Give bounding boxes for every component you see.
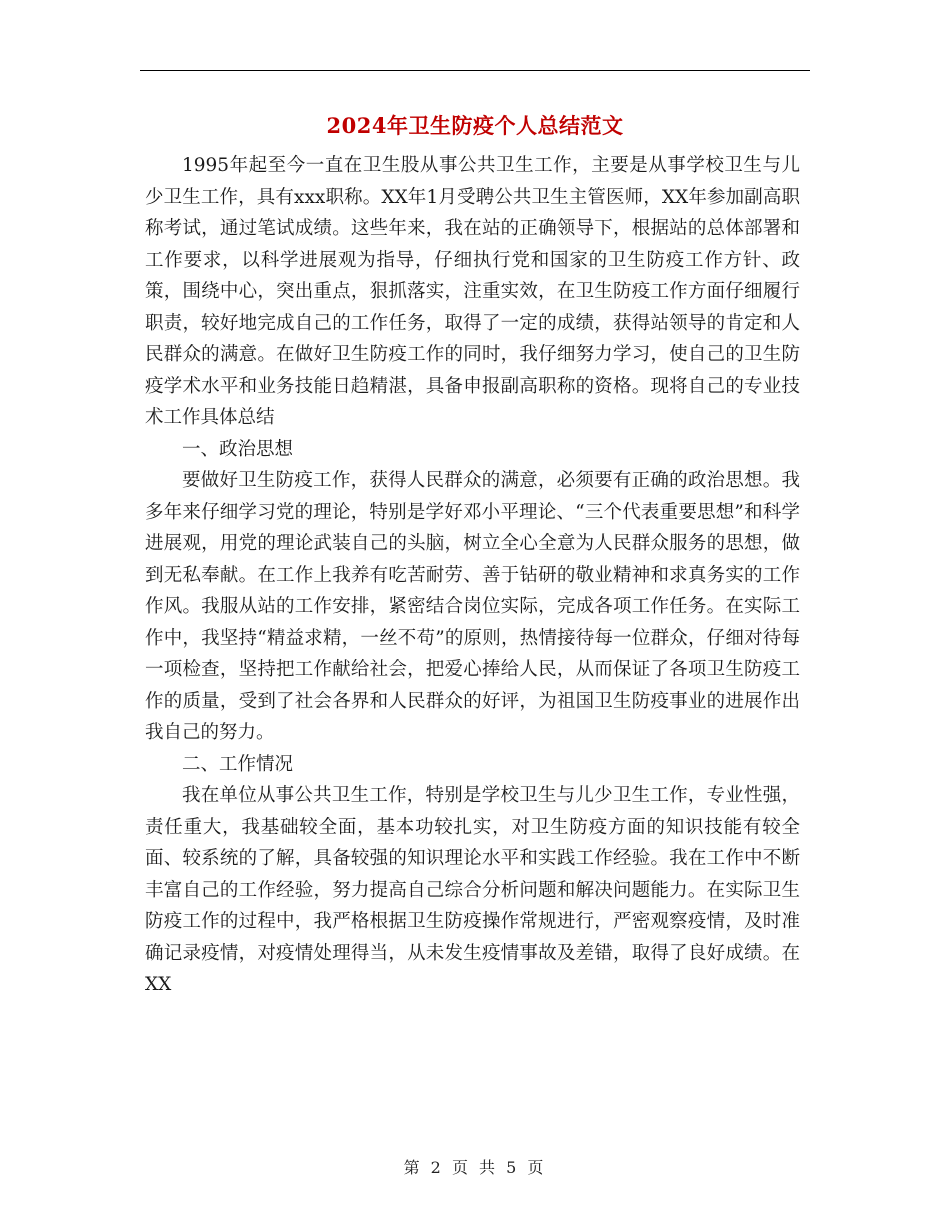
paragraph-work: 我在单位从事公共卫生工作，特别是学校卫生与儿少卫生工作，专业性强，责任重大，我基础较全面，基本功较扎实，对卫生防疫方面的知识技能有较全面、较系统的了解，具备较强的知识理论水平和实践工作经验。我在工作中不断丰富自己的工作经验，努力提高自己综合分析问题和解决问题能力。在实际卫生防疫工作的过程中，我严格根据卫生防疫操作常规进行，严密观察疫情，及时准确记录疫情，对疫情处理得当，从未发生疫情事故及差错，取得了良好成绩。在XX [145,785,800,995]
page-number: 第 2 页 共 5 页 [403,1158,547,1177]
paragraph-political: 要做好卫生防疫工作，获得人民群众的满意，必须要有正确的政治思想。我多年来仔细学习党的理论，特别是学好邓小平理论、“三个代表重要思想”和科学进展观，用党的理论武装自己的头脑，树立全心全意为人民群众服务的思想，做到无私奉献。在工作上我养有吃苦耐劳、善于钻研的敬业精神和求真务实的工作作风。我服从站的工作安排，紧密结合岗位实际，完成各项工作任务。在实际工作中，我坚持“精益求精，一丝不苟”的原则，热情接待每一位群众，仔细对待每一项检查，坚持把工作献给社会，把爱心捧给人民，从而保证了各项卫生防疫工作的质量，受到了社会各界和人民群众的好评，为祖国卫生防疫事业的进展作出我自己的努力。 [145,470,800,743]
section-heading-work: 二、工作情况 [182,753,294,775]
paragraph-intro: 1995年起至今一直在卫生股从事公共卫生工作，主要是从事学校卫生与儿少卫生工作，具有xxx职称。XX年1月受聘公共卫生主管医师，XX年参加副高职称考试，通过笔试成绩。这些年来，我在站的正确领导下，根据站的总体部署和工作要求，以科学进展观为指导，仔细执行党和国家的卫生防疫工作方针、政策，围绕中心，突出重点，狠抓落实，注重实效，在卫生防疫工作方面仔细履行职责，较好地完成自己的工作任务，取得了一定的成绩，获得站领导的肯定和人民群众的满意。在做好卫生防疫工作的同时，我仔细努力学习，使自己的卫生防疫学术水平和业务技能日趋精湛，具备申报副高职称的资格。现将自己的专业技术工作具体总结 [145,155,800,428]
document-body [145,150,800,1001]
document-title: 2024年卫生防疫个人总结范文 [326,113,624,138]
section-heading-political: 一、政治思想 [182,438,294,460]
header-rule [140,70,810,71]
